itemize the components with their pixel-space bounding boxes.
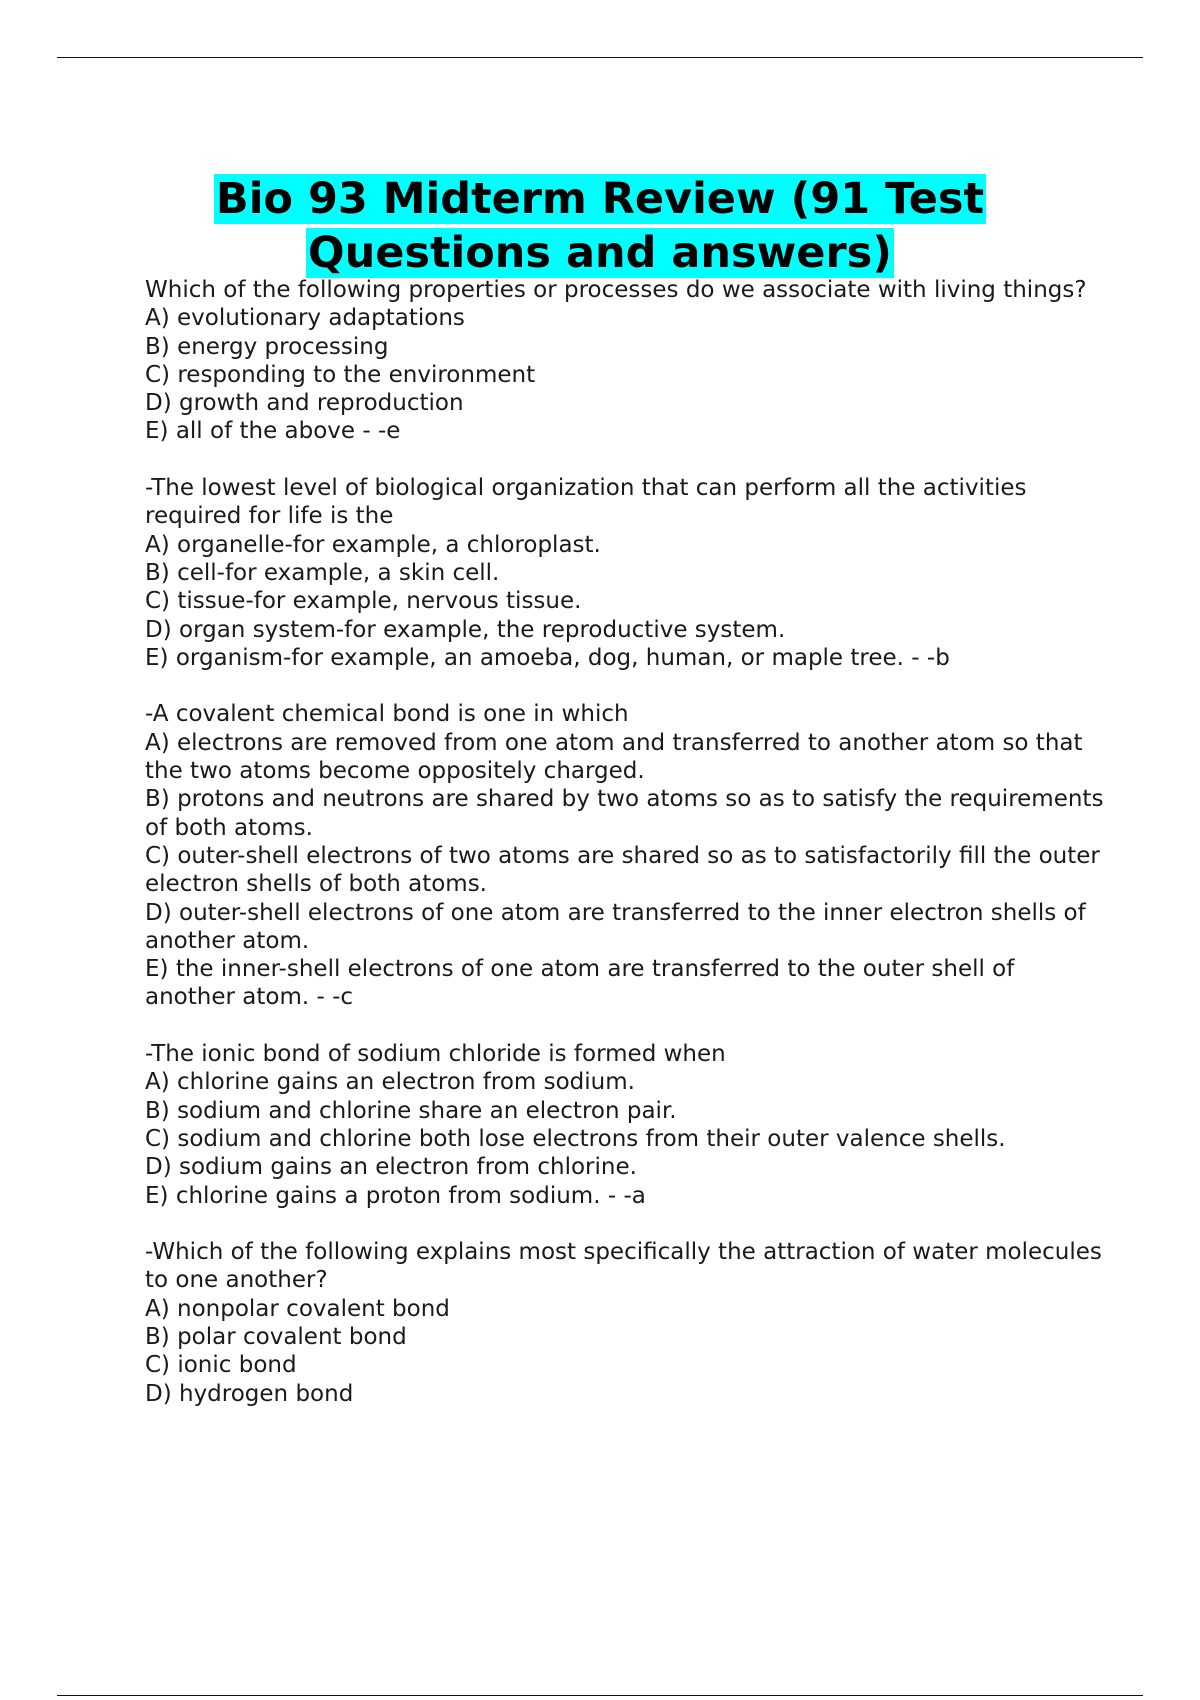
question-block — [145, 474, 1105, 672]
answer-option: A) electrons are removed from one atom and transferred to another atom so that the two atoms become oppositely charged. — [145, 729, 1083, 785]
answer-option: A) organelle-for example, a chloroplast. — [145, 531, 601, 558]
answer-option: B) energy processing — [145, 333, 389, 360]
title-line-2: Questions and answers) — [308, 227, 892, 278]
answer-option: E) organism-for example, an amoeba, dog, human, or maple tree. - -b — [145, 644, 950, 671]
top-rule — [57, 57, 1143, 58]
question-prompt: -A covalent chemical bond is one in which — [145, 701, 629, 728]
answer-option: A) chlorine gains an electron from sodium. — [145, 1069, 635, 1096]
answer-option: C) outer-shell electrons of two atoms are shared so as to satisfactorily fill the outer electron shells of both atoms. — [145, 842, 1100, 898]
answer-option: C) ionic bond — [145, 1352, 297, 1379]
document-title — [0, 172, 1200, 280]
answer-option: A) evolutionary adaptations — [145, 305, 465, 332]
question-block — [145, 276, 1105, 446]
answer-option: E) chlorine gains a proton from sodium. - -a — [145, 1182, 646, 1209]
question-prompt: -Which of the following explains most specifically the attraction of water molecules to one another? — [145, 1239, 1102, 1294]
title-line-1: Bio 93 Midterm Review (91 Test — [215, 173, 985, 224]
question-block — [145, 1040, 1105, 1210]
answer-option: C) tissue-for example, nervous tissue. — [145, 588, 582, 615]
bottom-rule — [57, 1695, 1143, 1696]
question-block — [145, 1238, 1105, 1408]
answer-option: D) growth and reproduction — [145, 390, 464, 417]
answer-option: B) polar covalent bond — [145, 1323, 407, 1350]
answer-option: C) sodium and chlorine both lose electrons from their outer valence shells. — [145, 1125, 1006, 1152]
answer-option: E) the inner-shell electrons of one atom are transferred to the outer shell of another atom. - -c — [145, 956, 1015, 1011]
question-prompt: -The lowest level of biological organization that can perform all the activities required for life is the — [145, 475, 1027, 530]
answer-option: D) outer-shell electrons of one atom are transferred to the inner electron shells of another atom. — [145, 899, 1086, 954]
answer-option: D) hydrogen bond — [145, 1380, 354, 1407]
question-prompt: Which of the following properties or processes do we associate with living things? — [145, 277, 1087, 303]
answer-option: D) organ system-for example, the reproductive system. — [145, 616, 786, 643]
answer-option: E) all of the above - -e — [145, 418, 401, 445]
question-list — [145, 276, 1105, 1436]
answer-option: A) nonpolar covalent bond — [145, 1295, 450, 1322]
answer-option: C) responding to the environment — [145, 361, 536, 388]
answer-option: B) protons and neutrons are shared by two atoms so as to satisfy the requirements of both atoms. — [145, 786, 1104, 841]
answer-option: B) sodium and chlorine share an electron pair. — [145, 1097, 677, 1124]
question-prompt: -The ionic bond of sodium chloride is formed when — [145, 1041, 726, 1068]
question-block — [145, 700, 1105, 1011]
answer-option: D) sodium gains an electron from chlorine. — [145, 1154, 637, 1181]
answer-option: B) cell-for example, a skin cell. — [145, 559, 500, 586]
